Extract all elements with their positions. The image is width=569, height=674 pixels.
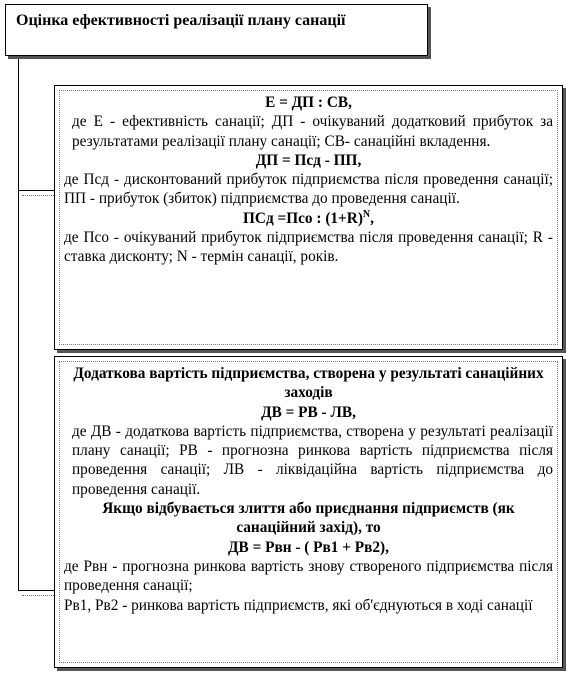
efficiency-formula-content [59, 90, 558, 345]
formula-efficiency-description: де Е - ефективність санації; ДП - очікуваний додатковий прибуток за результатами реалізації плану санації; СВ- санаційні вкладення. [72, 113, 553, 150]
added-value-heading: Додаткова вартість підприємства, створена у результаті санаційних заходів [73, 365, 544, 402]
formula-added-value-description: де ДВ - додаткова вартість підприємства, створена у результаті реалізації плану санації; РВ - прогнозна ринкова вартість підприємства після проведення санації; ЛВ - ліквідаційна вартість підприємства до проведення санації. [72, 422, 553, 498]
formula-added-value: ДВ = РВ - ЛВ, [261, 403, 356, 421]
added-value-formula-content [59, 361, 558, 663]
connector-branch-1-shadow [22, 195, 54, 196]
formula-efficiency: Е = ДП : СВ, [265, 94, 352, 111]
formula-merger-description: де Рвн - прогнозна ринкова вартість знову створеного підприємства після проведення санації; [64, 557, 553, 595]
efficiency-formula-box [54, 85, 563, 350]
diagram-title-box [5, 4, 428, 56]
formula-discounted-profit-exponent: N [362, 208, 371, 220]
formula-discounted-profit-description: де Псо - очікуваний прибуток підприємства після проведення санації; R - ставка дисконту; N - термін санації, років. [64, 229, 553, 266]
diagram-title: Оцінка ефективності реалізації плану санації [16, 12, 346, 29]
connector-branch-2-shadow [22, 595, 54, 596]
formula-additional-profit: ДП = Псд - ПП, [255, 151, 362, 169]
formula-merger-description-2: Рв1, Рв2 - ринкова вартість підприємств, які об'єднуються в ході санації [64, 596, 533, 614]
added-value-formula-box [54, 356, 563, 668]
formula-discounted-profit-end: , [370, 209, 374, 227]
formula-additional-profit-description: де Псд - дисконтований прибуток підприємства після проведення санації; ПП - прибуток (збиток) підприємства до проведення санації. [64, 171, 553, 208]
formula-discounted-profit-main: ПСд =Псо : (1+R) [243, 209, 363, 227]
merger-heading: Якщо відбувається злиття або приєднання підприємств (як санаційний захід), то [102, 500, 515, 537]
formula-discounted-profit [64, 209, 553, 228]
connector-vertical [18, 56, 19, 591]
connector-branch-2 [18, 590, 54, 591]
formula-merger-added-value: ДВ = Рвн - ( Рв1 + Рв2), [228, 538, 389, 556]
connector-branch-1 [18, 190, 54, 191]
